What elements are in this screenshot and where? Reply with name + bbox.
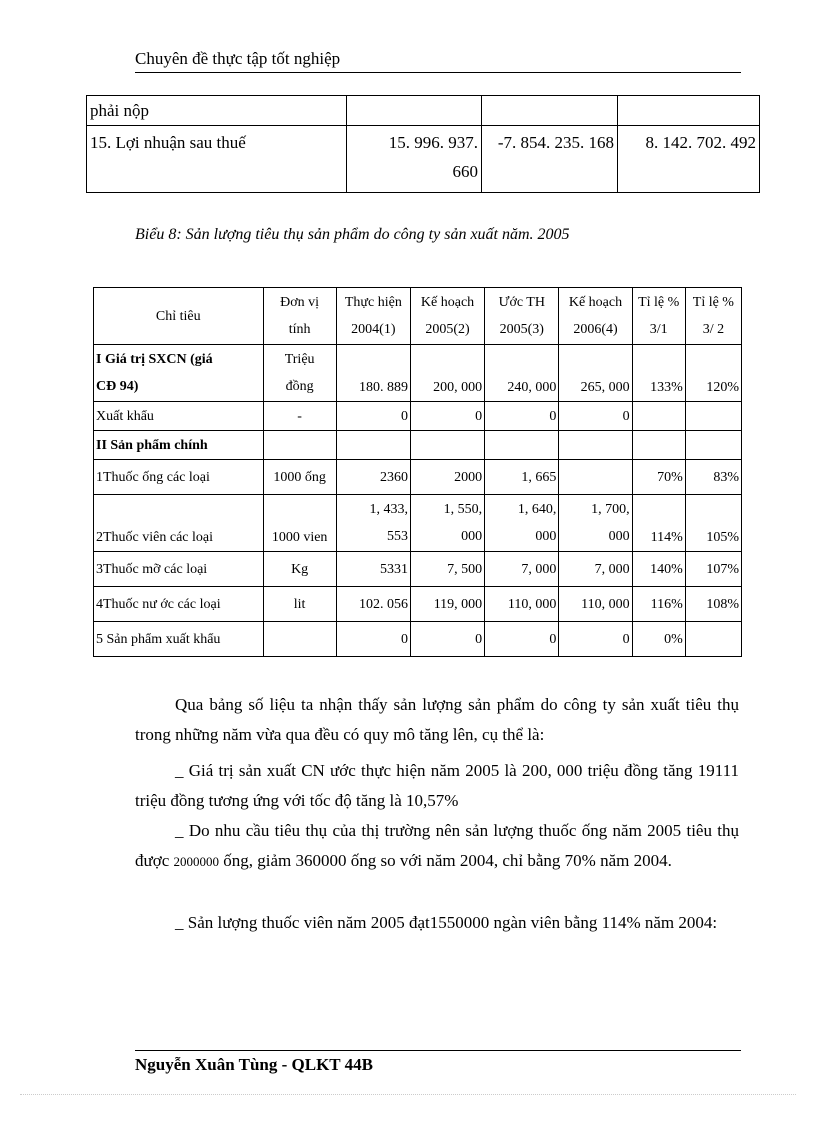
- cell: 0: [336, 622, 410, 657]
- row-label: 5 Sản phẩm xuất khẩu: [94, 622, 264, 657]
- cell-value-line: 15. 996. 937.: [388, 133, 478, 152]
- table-row: [94, 587, 742, 622]
- header-title: Chuyên đề thực tập tốt nghiệp: [135, 49, 341, 68]
- cell: 110, 000: [559, 587, 632, 622]
- cell: 0: [410, 622, 484, 657]
- table-row: [94, 402, 742, 431]
- col-header: Thực hiện 2004(1): [336, 288, 410, 345]
- table-row: [94, 460, 742, 495]
- cell-label: 15. Lợi nhuận sau thuế: [87, 126, 347, 193]
- cell: 7, 000: [485, 552, 559, 587]
- cell: [685, 622, 741, 657]
- cell: 1, 640, 000: [485, 495, 559, 552]
- cell: 265, 000: [559, 345, 632, 402]
- table-row: [94, 431, 742, 460]
- cell: 116%: [632, 587, 685, 622]
- production-table: [93, 287, 742, 657]
- row-unit: -: [263, 402, 336, 431]
- paragraph-3-after: ống, giảm 360000 ống so với năm 2004, chỉ bằng 70% năm 2004.: [219, 851, 672, 870]
- cell: 5331: [336, 552, 410, 587]
- table-header-row: [94, 288, 742, 345]
- table-row: [94, 345, 742, 402]
- cell: 180. 889: [336, 345, 410, 402]
- cell: 240, 000: [485, 345, 559, 402]
- footer-author: Nguyễn Xuân Tùng - QLKT 44B: [135, 1055, 373, 1074]
- cell: 0%: [632, 622, 685, 657]
- cell: 108%: [685, 587, 741, 622]
- cell: 70%: [632, 460, 685, 495]
- cell: 110, 000: [485, 587, 559, 622]
- cell: 107%: [685, 552, 741, 587]
- paragraph-3: [135, 816, 739, 877]
- row-unit: 1000 ống: [263, 460, 336, 495]
- paragraph-3-small: 2000000: [173, 854, 219, 869]
- table-row: [87, 96, 760, 126]
- row-label: 1Thuốc ống các loại: [94, 460, 264, 495]
- page-edge-divider: [20, 1094, 796, 1095]
- table-row: [94, 552, 742, 587]
- cell: 2000: [410, 460, 484, 495]
- page-footer: [135, 1050, 741, 1075]
- cell: 1, 433, 553: [336, 495, 410, 552]
- cell: 1, 665: [485, 460, 559, 495]
- col-header: Chỉ tiêu: [94, 288, 264, 345]
- row-label: 2Thuốc viên các loại: [94, 495, 264, 552]
- row-label: I Giá trị SXCN (giá CĐ 94): [94, 345, 264, 402]
- cell: 0: [336, 402, 410, 431]
- row-unit: 1000 vien: [263, 495, 336, 552]
- cell: 0: [485, 622, 559, 657]
- row-label: Xuất khẩu: [94, 402, 264, 431]
- col-header: Kế hoạch 2006(4): [559, 288, 632, 345]
- cell: [632, 402, 685, 431]
- cell: 1, 550, 000: [410, 495, 484, 552]
- paragraph-2: _ Giá trị sản xuất CN ước thực hiện năm 2005 là 200, 000 triệu đồng tăng 19111 triệu đồng tương ứng với tốc độ tăng là 10,57%: [135, 761, 739, 810]
- cell: 0: [559, 402, 632, 431]
- cell: [685, 402, 741, 431]
- cell: 133%: [632, 345, 685, 402]
- cell: 7, 000: [559, 552, 632, 587]
- cell: 1, 700, 000: [559, 495, 632, 552]
- cell: 0: [485, 402, 559, 431]
- cell: 102. 056: [336, 587, 410, 622]
- col-header: Tỉ lệ % 3/ 2: [685, 288, 741, 345]
- cell: 140%: [632, 552, 685, 587]
- table-row: [94, 622, 742, 657]
- cell-value: [618, 96, 760, 126]
- cell-label: phải nộp: [87, 96, 347, 126]
- page-header: [135, 48, 741, 73]
- cell: 7, 500: [410, 552, 484, 587]
- col-header: Đơn vị tính: [263, 288, 336, 345]
- cell: 119, 000: [410, 587, 484, 622]
- cell: 105%: [685, 495, 741, 552]
- cell: 114%: [632, 495, 685, 552]
- col-header: Kế hoạch 2005(2): [410, 288, 484, 345]
- cell-value: [347, 126, 482, 193]
- paragraph-1: Qua bảng số liệu ta nhận thấy sản lượng sản phẩm do công ty sản xuất tiêu thụ trong những năm vừa qua đều có quy mô tăng lên, cụ thể là:: [135, 695, 739, 744]
- section-label: II Sản phẩm chính: [94, 431, 264, 460]
- cell: 2360: [336, 460, 410, 495]
- cell: 0: [410, 402, 484, 431]
- row-label: 3Thuốc mỡ các loại: [94, 552, 264, 587]
- paragraph-4: _ Sản lượng thuốc viên năm 2005 đạt1550000 ngàn viên bằng 114% năm 2004:: [175, 913, 718, 932]
- cell: 120%: [685, 345, 741, 402]
- col-header: Ước TH 2005(3): [485, 288, 559, 345]
- cell-value: 8. 142. 702. 492: [618, 126, 760, 193]
- row-unit: [263, 622, 336, 657]
- paragraph-3-before: _ Do nhu cầu tiêu thụ của thị trường nên sản lượng thuốc ống năm 2005 tiêu thụ được: [135, 821, 739, 870]
- table-row: [87, 126, 760, 193]
- continuation-table: [86, 95, 760, 193]
- cell: 200, 000: [410, 345, 484, 402]
- row-unit: Kg: [263, 552, 336, 587]
- row-unit: lit: [263, 587, 336, 622]
- cell-value: [482, 96, 618, 126]
- cell: 83%: [685, 460, 741, 495]
- row-label: 4Thuốc nư ớc các loại: [94, 587, 264, 622]
- cell-value-line: 660: [452, 162, 478, 181]
- cell: 0: [559, 622, 632, 657]
- row-unit: Triệu đồng: [263, 345, 336, 402]
- cell: [559, 460, 632, 495]
- cell-value: [347, 96, 482, 126]
- col-header: Tỉ lệ % 3/1: [632, 288, 685, 345]
- table-caption: Biểu 8: Sản lượng tiêu thụ sản phẩm do công ty sản xuất năm. 2005: [135, 226, 570, 243]
- table-row: [94, 495, 742, 552]
- cell-value: -7. 854. 235. 168: [482, 126, 618, 193]
